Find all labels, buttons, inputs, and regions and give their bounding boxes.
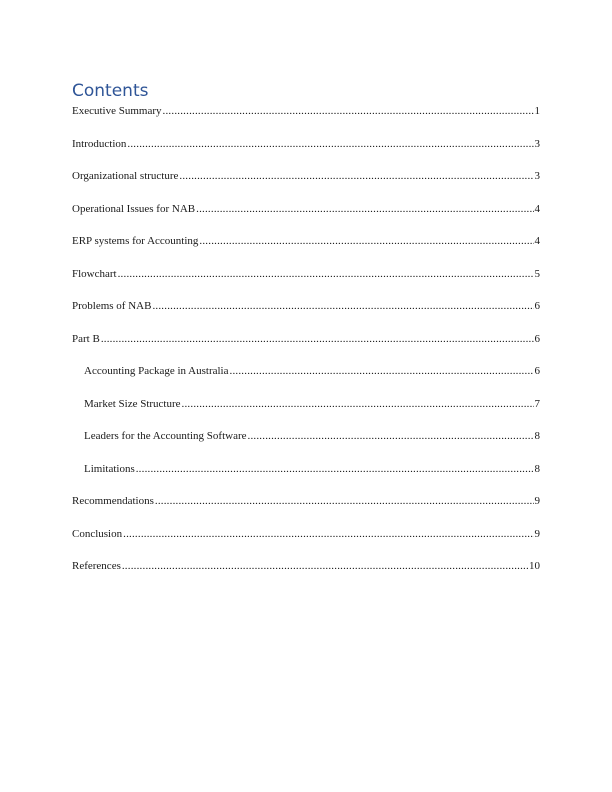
toc-entry-title: Executive Summary	[72, 105, 162, 117]
toc-entry-flowchart[interactable]	[72, 266, 540, 282]
toc-entry-accounting-package[interactable]	[72, 363, 540, 379]
toc-entry-problems-of-nab[interactable]	[72, 298, 540, 314]
toc-entry-page-number: 7	[534, 397, 540, 410]
toc-entry-references[interactable]	[72, 558, 540, 574]
toc-entry-title: Part B	[72, 332, 100, 345]
toc-entry-page-number: 6	[534, 332, 540, 345]
dot-leader	[199, 233, 533, 249]
toc-entry-title: Market Size Structure	[84, 397, 181, 410]
toc-entry-title: Operational Issues for NAB	[72, 202, 196, 215]
toc-entry-page-number: 1	[534, 105, 540, 117]
toc-entry-leaders-accounting-software[interactable]	[72, 428, 540, 444]
dot-leader	[152, 298, 533, 314]
toc-entry-executive-summary[interactable]	[72, 103, 540, 119]
toc-entry-page-number: 9	[534, 527, 540, 540]
toc-entry-title: Flowchart	[72, 267, 117, 280]
dot-leader	[136, 461, 534, 477]
toc-entry-page-number: 5	[534, 267, 540, 280]
toc-entry-page-number: 9	[534, 495, 540, 507]
toc-entry-introduction[interactable]	[72, 136, 540, 152]
toc-entry-title: ERP systems for Accounting	[72, 235, 199, 247]
dot-leader	[123, 526, 533, 542]
dot-leader	[118, 266, 534, 282]
dot-leader	[101, 331, 534, 347]
toc-entry-conclusion[interactable]	[72, 526, 540, 542]
table-of-contents	[72, 103, 540, 591]
toc-entry-title: Conclusion	[72, 527, 123, 540]
toc-entry-page-number: 4	[534, 235, 540, 247]
toc-entry-limitations[interactable]	[72, 461, 540, 477]
dot-leader	[182, 396, 534, 412]
toc-entry-page-number: 3	[534, 170, 540, 182]
toc-entry-page-number: 4	[534, 202, 540, 215]
toc-entry-organizational-structure[interactable]	[72, 168, 540, 184]
dot-leader	[230, 363, 534, 379]
toc-entry-page-number: 8	[534, 462, 540, 475]
toc-entry-title: Limitations	[84, 462, 135, 475]
dot-leader	[179, 168, 533, 184]
dot-leader	[248, 428, 534, 444]
dot-leader	[122, 558, 528, 574]
toc-entry-title: Accounting Package in Australia	[84, 365, 229, 377]
toc-entry-title: Organizational structure	[72, 170, 179, 182]
toc-entry-market-size-structure[interactable]	[72, 396, 540, 412]
dot-leader	[163, 103, 534, 119]
dot-leader	[196, 201, 533, 217]
toc-entry-page-number: 10	[529, 560, 540, 572]
toc-entry-title: Recommendations	[72, 495, 154, 507]
dot-leader	[127, 136, 533, 152]
toc-entry-title: Leaders for the Accounting Software	[84, 430, 247, 442]
toc-entry-operational-issues[interactable]	[72, 201, 540, 217]
toc-entry-page-number: 6	[534, 365, 540, 377]
toc-entry-title: Problems of NAB	[72, 300, 152, 312]
toc-entry-page-number: 8	[534, 430, 540, 442]
toc-entry-title: Introduction	[72, 137, 127, 150]
toc-heading: Contents	[72, 81, 149, 101]
toc-entry-title: References	[72, 560, 121, 572]
toc-entry-page-number: 6	[534, 300, 540, 312]
toc-entry-part-b[interactable]	[72, 331, 540, 347]
toc-entry-recommendations[interactable]	[72, 493, 540, 509]
toc-entry-page-number: 3	[534, 137, 540, 150]
toc-entry-erp-systems[interactable]	[72, 233, 540, 249]
dot-leader	[155, 493, 534, 509]
